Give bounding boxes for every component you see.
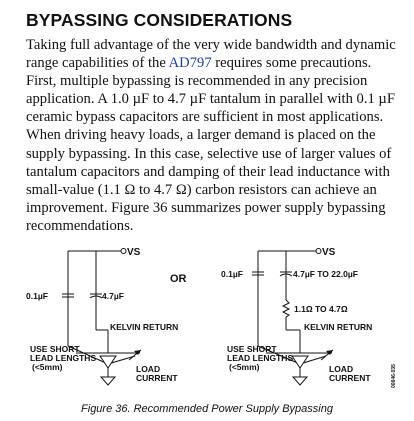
section-heading: BYPASSING CONSIDERATIONS bbox=[26, 10, 293, 30]
left-load-current-label: CURRENT bbox=[136, 373, 178, 383]
paragraph-text-end: requires some precautions. First, multiple bypassing is recommended in any precision application. A 1.0 µF to 4.7 µF tantalum in parallel with 0.1 µF ceramic bypass capacitors are sufficient in most applications. When driving heavy loads, a larger demand is placed on the supply bypassing. In this case, selective use of larger values of tantalum capacitors and damping of their lead inductance with small-value (1.1 Ω to 4.7 Ω) carbon resistors can achieve an improvement. Figure 36 summarizes power supply bypassing recommendations. bbox=[26, 55, 395, 234]
right-short-leads-label: USE SHORT bbox=[227, 344, 277, 354]
left-kelvin-return-label: KELVIN RETURN bbox=[110, 322, 179, 332]
left-short-leads-label: LEAD LENGTHS bbox=[30, 353, 97, 363]
left-cap-small-label: 0.1µF bbox=[26, 291, 48, 301]
left-cap-large-label: 4.7µF bbox=[102, 291, 124, 301]
right-supply-label: VS bbox=[322, 247, 336, 258]
right-short-leads-label: (<5mm) bbox=[229, 362, 260, 372]
right-load-current-label: LOAD bbox=[329, 364, 354, 374]
left-short-leads-label: USE SHORT bbox=[30, 344, 80, 354]
right-short-leads-label: LEAD LENGTHS bbox=[227, 353, 294, 363]
right-resistor-label: 1.1Ω TO 4.7Ω bbox=[294, 304, 348, 314]
body-paragraph bbox=[26, 36, 401, 235]
figure-code: 00846-035 bbox=[391, 364, 397, 388]
right-cap-large-label: 4.7µF TO 22.0µF bbox=[293, 269, 358, 279]
or-label: OR bbox=[170, 273, 187, 285]
left-load-current-label: LOAD bbox=[136, 364, 161, 374]
figure-caption: Figure 36. Recommended Power Supply Bypassing bbox=[81, 403, 333, 415]
right-kelvin-return-label: KELVIN RETURN bbox=[304, 322, 373, 332]
bypass-schematic-figure bbox=[0, 240, 414, 400]
left-supply-label: VS bbox=[127, 247, 141, 258]
right-cap-small-label: 0.1µF bbox=[221, 269, 243, 279]
paragraph-text-start: Taking full advantage of the very wide bandwidth and dynamic range capabilities of the bbox=[26, 37, 396, 72]
ad797-link[interactable]: AD797 bbox=[168, 55, 212, 72]
left-short-leads-label: (<5mm) bbox=[32, 362, 63, 372]
right-load-current-label: CURRENT bbox=[329, 373, 371, 383]
